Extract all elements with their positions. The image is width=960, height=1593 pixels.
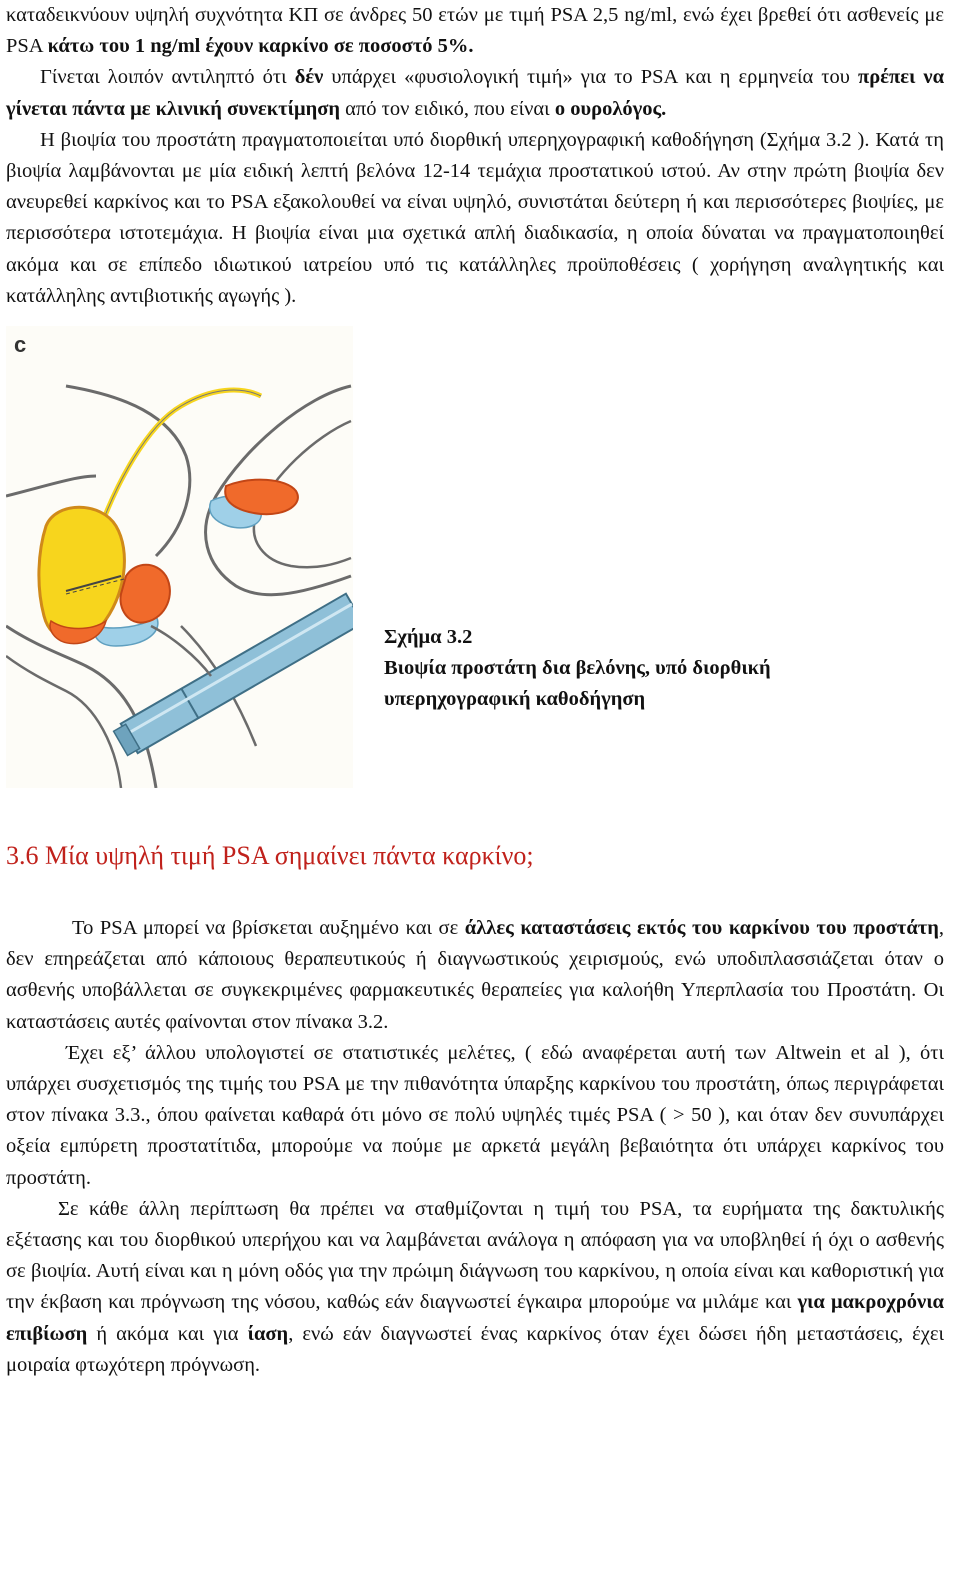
caption-line-2: υπερηχογραφική καθοδήγηση — [384, 688, 646, 711]
section-paragraph-3 — [6, 1194, 944, 1381]
figure-caption — [384, 622, 904, 715]
s3-text-c: ή ακόμα και για — [87, 1322, 248, 1345]
s3-text-e: , ενώ εάν διαγνωστεί ένας καρκίνος όταν έχει δώσει ήδη μεταστάσεις, έχει μοιραία φτωχότερη πρόγνωση. — [6, 1322, 944, 1376]
intro-paragraph-2 — [6, 62, 944, 124]
document-page — [6, 0, 944, 1381]
p2-text-c: υπάρχει «φυσιολογική τιμή» για το PSA και η ερμηνεία του — [323, 66, 859, 89]
s3-text-a: Σε κάθε άλλη περίπτωση θα πρέπει να σταθμίζονται η τιμή του PSA, τα ευρήματα της δακτυλικής εξέτασης και του διορθικού υπερήχου και να λαμβάνεται ανάλογα η απόφαση για να υποβληθεί ή όχι ο ασθενής σε βιοψία. Αυτή είναι και η μόνη οδός για την πρώιμη διάγνωση του καρκίνου, η οποία είναι και καθοριστική για την έκβαση και πρόγνωση της νόσου, καθώς εάν διαγνωστεί έγκαιρα μπορούμε να μιλάμε και — [6, 1197, 944, 1314]
s1-bold-b: άλλες καταστάσεις εκτός του καρκίνου του προστάτη — [464, 917, 939, 940]
spacer — [6, 873, 944, 913]
intro-text: καταδεικνύουν υψηλή συχνότητα ΚΠ σε άνδρες 50 ετών με τιμή PSA 2,5 ng/ml, ενώ έχει βρεθεί ότι ασθενείς με PSA — [6, 4, 944, 58]
caption-line-1: Βιοψία προστάτη δια βελόνης, υπό διορθική — [384, 657, 771, 680]
intro-paragraph-3: Η βιοψία του προστάτη πραγματοποιείται υπό διορθική υπερηχογραφική καθοδήγηση (Σχήμα 3.2 ). Κατά τη βιοψία λαμβάνονται με μία ειδική λεπτή βελόνα 12-14 τεμάχια προστατικού ιστού. Αν στην πρώτη βιοψία δεν ανευρεθεί καρκίνος και το PSA εξακολουθεί να είναι υψηλό, συνιστάται δεύτερη ή και περισσότερες βιοψίες, με περισσότερα ιστοτεμάχια. Η βιοψία είναι μια σχετικά απλή διαδικασία, η οποία δύναται να πραγματοποιηθεί ακόμα και σε επίπεδο ιδιωτικού ιατρείου υπό τις κατάλληλες προϋποθέσεις ( χορήγηση αναλγητικής και κατάλληλης αντιβιοτικής αγωγής ). — [6, 128, 944, 307]
caption-title: Σχήμα 3.2 — [384, 626, 473, 649]
s3-bold-b: για μακροχρόνια επιβίωση — [6, 1291, 945, 1345]
figure-letter: c — [14, 332, 27, 358]
figure-row — [6, 326, 944, 831]
section-paragraph-2: Έχει εξ’ άλλου υπολογιστεί σε στατιστικές μελέτες, ( εδώ αναφέρεται αυτή των Altwein et al ), ότι υπάρχει συσχετισμός της τιμής του PSA με την πιθανότητα ύπαρξης καρκίνου του προστάτη, όπως περιγράφεται στον πίνακα 3.3., όπου φαίνεται καθαρά ότι μόνο σε πολύ υψηλές τιμές PSA ( > 50 ), και όταν δεν συνυπάρχει οξεία εμπύρετη προστατίτιδα, μπορούμε να πούμε με αρκετά μεγάλη βεβαιότητα ότι υπάρχει καρκίνος του προστάτη. — [6, 1041, 944, 1189]
p2-text-a: Γίνεται λοιπόν αντιληπτό ότι — [40, 66, 295, 89]
s1-text-c: , δεν επηρεάζεται από κάποιους θεραπευτικούς ή διαγνωστικούς χειρισμούς, ενώ υποδιπλασσιάζεται όταν ο ασθενής υποβάλλεται σε συγκεκριμένες φαρμακευτικές θεραπείες για καλοήθη Υπερπλασία του Προστάτη. Οι καταστάσεις αυτές φαίνονται στον πίνακα 3.2. — [6, 917, 944, 1033]
intro-paragraph-1 — [6, 0, 944, 62]
p2-bold-f: ο ουρολόγος. — [554, 97, 667, 120]
section-paragraph-1 — [6, 913, 944, 1038]
section-heading: 3.6 Μία υψηλή τιμή PSA σημαίνει πάντα καρκίνο; — [6, 841, 534, 871]
intro-bold-text: κάτω του 1 ng/ml έχουν καρκίνο σε ποσοστό 5%. — [47, 35, 474, 58]
p2-bold-d: πρέπει να γίνεται πάντα με κλινική συνεκτίμηση — [6, 66, 945, 120]
p2-text-e: από τον ειδικό, που είναι — [340, 97, 555, 120]
s3-bold-d: ίαση — [247, 1322, 289, 1345]
p2-bold-b: δέν — [294, 66, 324, 89]
s1-text-a: Το PSA μπορεί να βρίσκεται αυξημένο και σε — [72, 917, 465, 940]
biopsy-illustration — [6, 326, 353, 788]
